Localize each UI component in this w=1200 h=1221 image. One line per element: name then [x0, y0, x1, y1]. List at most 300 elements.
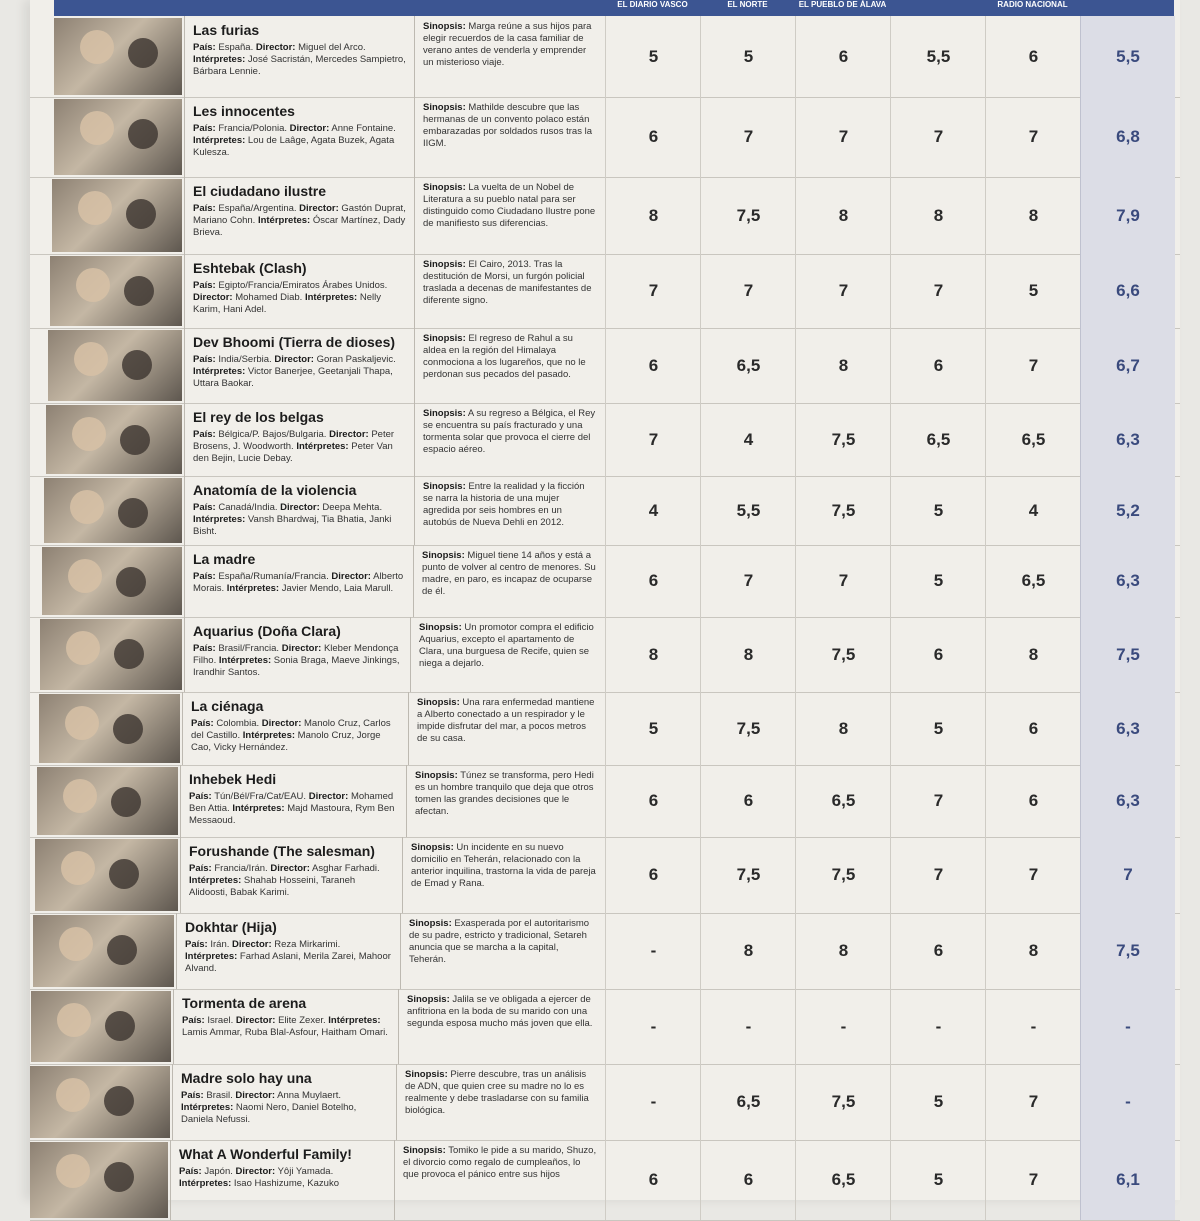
synopsis-label: Sinopsis:	[422, 550, 465, 561]
actors-label: Intérpretes:	[232, 803, 285, 814]
film-info	[176, 913, 400, 989]
critic-score: 5	[985, 254, 1081, 328]
actors-label: Intérpretes:	[218, 655, 272, 666]
director-label: Director:	[255, 42, 296, 53]
film-info	[184, 476, 414, 545]
actors-label: Intérpretes:	[257, 215, 311, 226]
film-director: Mohamed Diab.	[235, 292, 303, 303]
film-title: Forushande (The salesman)	[189, 843, 375, 859]
film-credits	[193, 429, 406, 465]
film-still-image	[52, 179, 182, 252]
film-director: Mohamed Ben Attia.	[189, 791, 394, 814]
film-country: Canadá/India.	[218, 502, 278, 513]
synopsis-label: Sinopsis:	[423, 21, 466, 32]
film-actors: Isao Hashizume, Kazuko	[233, 1178, 339, 1189]
film-title: La madre	[193, 551, 256, 567]
critic-score: -	[795, 989, 891, 1064]
table-row	[30, 476, 1180, 546]
director-label: Director:	[280, 502, 320, 513]
critic-score: 7	[795, 97, 891, 177]
film-title: El ciudadano ilustre	[193, 183, 327, 199]
synopsis-label: Sinopsis:	[423, 102, 466, 113]
average-score: -	[1080, 989, 1175, 1064]
film-director: Kleber Mendonça Filho.	[193, 643, 399, 666]
film-director: Miguel del Arco.	[298, 42, 366, 53]
film-director: Goran Paskaljevic.	[316, 354, 396, 365]
critic-score: 8	[985, 177, 1081, 254]
film-ratings-page	[30, 0, 1180, 1200]
film-credits	[185, 939, 392, 975]
header-column-5: RADIO NACIONAL	[997, 0, 1068, 9]
film-info	[184, 177, 414, 254]
director-label: Director:	[235, 1015, 276, 1026]
critic-score: 7	[985, 97, 1081, 177]
critic-score: -	[890, 989, 986, 1064]
table-row	[30, 837, 1180, 914]
actors-label: Intérpretes:	[181, 1102, 234, 1113]
film-director: Peter Brosens, J. Woodworth.	[193, 429, 395, 452]
table-row	[30, 403, 1180, 477]
film-still-image	[54, 18, 182, 95]
film-actors: Shahab Hosseini, Taraneh Alidoosti, Babak Karimi.	[189, 875, 356, 898]
film-synopsis	[398, 989, 605, 1064]
film-info	[182, 692, 408, 765]
average-score: 6,8	[1080, 97, 1175, 177]
critic-score: 7	[700, 97, 796, 177]
synopsis-label: Sinopsis:	[411, 842, 454, 853]
film-title: Anatomía de la violencia	[193, 482, 357, 498]
critic-score: 5	[890, 1140, 986, 1220]
critic-score: 7	[985, 837, 1081, 913]
film-actors: José Sacristán, Mercedes Sampietro, Bárbara Lennie.	[193, 54, 406, 77]
table-row	[30, 545, 1180, 618]
film-country: Bélgica/P. Bajos/Bulgaria.	[218, 429, 327, 440]
film-actors: Victor Banerjee, Geetanjali Thapa, Uttara Baokar.	[193, 366, 393, 389]
film-country: Colombia.	[216, 718, 260, 729]
director-label: Director:	[232, 939, 272, 950]
average-score: 7,5	[1080, 913, 1175, 989]
film-info	[184, 254, 414, 328]
film-credits	[193, 643, 402, 679]
critic-score: 6	[605, 97, 701, 177]
director-label: Director:	[329, 429, 369, 440]
film-info	[170, 1140, 394, 1220]
film-actors: Óscar Martínez, Dady Brieva.	[193, 215, 406, 238]
table-row	[30, 97, 1180, 178]
film-title: La ciénaga	[191, 698, 264, 714]
film-credits	[189, 791, 398, 827]
critic-score: 6,5	[890, 403, 986, 476]
critic-score: 5,5	[890, 16, 986, 97]
film-actors: Lou de Laâge, Agata Buzek, Agata Kulesza.	[193, 135, 395, 158]
film-actors: Nelly Karim, Hani Adel.	[193, 292, 381, 315]
director-label: Director:	[235, 1166, 276, 1177]
critic-score: 8	[890, 177, 986, 254]
film-still-image	[46, 405, 182, 474]
critic-score: 6	[605, 545, 701, 617]
actors-label: Intérpretes:	[189, 875, 242, 886]
critic-score: 6	[795, 16, 891, 97]
country-label: País:	[193, 280, 216, 291]
average-score: 6,3	[1080, 692, 1175, 765]
synopsis-text: Un promotor compra el edificio Aquarius, excepto el apartamento de Clara, una burguesa de Recife, quien se niega a dejarlo.	[419, 622, 594, 669]
film-actors: Peter Van den Bejin, Lucie Debay.	[193, 441, 393, 464]
film-title: Las furias	[193, 22, 260, 38]
critic-score: 6	[985, 765, 1081, 837]
film-country: España/Rumanía/Francia.	[218, 571, 329, 582]
synopsis-label: Sinopsis:	[415, 770, 458, 781]
country-label: País:	[189, 863, 212, 874]
film-info	[184, 97, 414, 177]
country-label: País:	[193, 502, 216, 513]
table-row	[30, 328, 1180, 404]
film-actors: Naomi Nero, Daniel Botelho, Daniela Nefussi.	[181, 1102, 357, 1125]
film-director: Yôji Yamada.	[277, 1166, 334, 1177]
table-row	[30, 254, 1180, 329]
average-score: 6,3	[1080, 403, 1175, 476]
film-director: Reza Mirkarimi.	[274, 939, 341, 950]
film-title: Inhebek Hedi	[189, 771, 277, 787]
country-label: País:	[189, 791, 212, 802]
table-row	[30, 692, 1180, 766]
critic-score: 6	[700, 765, 796, 837]
actors-label: Intérpretes:	[328, 1015, 381, 1026]
film-credits	[191, 718, 400, 754]
film-title: El rey de los belgas	[193, 409, 324, 425]
film-info	[184, 16, 414, 97]
critic-score: 8	[985, 617, 1081, 692]
critic-score: 8	[795, 177, 891, 254]
film-actors: Farhad Aslani, Merila Zarei, Mahoor Alvand.	[185, 951, 391, 974]
table-row	[30, 913, 1180, 990]
film-credits	[181, 1090, 388, 1126]
average-score: 6,3	[1080, 545, 1175, 617]
film-synopsis	[396, 1064, 605, 1140]
table-row	[30, 989, 1180, 1065]
film-title: Tormenta de arena	[182, 995, 307, 1011]
actors-label: Intérpretes:	[185, 951, 238, 962]
critic-score: 6	[700, 1140, 796, 1220]
critic-score: -	[605, 989, 701, 1064]
film-country: Francia/Polonia.	[218, 123, 288, 134]
average-score: 7,9	[1080, 177, 1175, 254]
header-column-2: EL NORTE	[727, 0, 768, 9]
film-country: Israel.	[207, 1015, 234, 1026]
film-country: Egipto/Francia/Emiratos Árabes Unidos.	[218, 280, 388, 291]
average-score: 6,7	[1080, 328, 1175, 403]
synopsis-text: Miguel tiene 14 años y está a punto de volver al centro de menores. Su madre, en paro, es incapaz de ocuparse de él.	[422, 550, 596, 597]
film-credits	[193, 502, 406, 538]
synopsis-label: Sinopsis:	[423, 333, 466, 344]
film-country: India/Serbia.	[218, 354, 272, 365]
film-country: Tún/Bél/Fra/Cat/EAU.	[214, 791, 307, 802]
critic-score: 7	[985, 1140, 1081, 1220]
country-label: País:	[193, 429, 216, 440]
director-label: Director:	[331, 571, 371, 582]
critic-score: 6	[890, 617, 986, 692]
film-director: Deepa Mehta.	[322, 502, 383, 513]
film-country: España/Argentina.	[218, 203, 297, 214]
table-row	[30, 617, 1180, 693]
table-row	[30, 1064, 1180, 1141]
country-label: País:	[182, 1015, 205, 1026]
actors-label: Intérpretes:	[304, 292, 358, 303]
critic-score: 7,5	[795, 476, 891, 545]
critic-score: 7	[890, 765, 986, 837]
film-synopsis	[408, 692, 605, 765]
critic-score: 6	[890, 328, 986, 403]
synopsis-text: Mathilde descubre que las hermanas de un convento polaco están embarazadas por soldados rusos tras la IIGM.	[423, 102, 592, 149]
film-country: Francia/Irán.	[214, 863, 268, 874]
film-title: Aquarius (Doña Clara)	[193, 623, 341, 639]
film-info	[180, 837, 402, 913]
critic-score: 8	[700, 617, 796, 692]
synopsis-text: Marga reúne a sus hijos para elegir recuerdos de la casa familiar de verano antes de venderla y emprender un misterioso viaje.	[423, 21, 592, 68]
critic-score: 6	[605, 1140, 701, 1220]
film-director: Anne Fontaine.	[331, 123, 396, 134]
average-score: 6,3	[1080, 765, 1175, 837]
synopsis-label: Sinopsis:	[405, 1069, 448, 1080]
critic-score: 8	[700, 913, 796, 989]
critic-score: 8	[795, 328, 891, 403]
film-still-image	[33, 915, 174, 987]
film-actors: Javier Mendo, Laia Marull.	[281, 583, 394, 594]
critic-score: 6	[605, 765, 701, 837]
header-column-3: EL PUEBLO DE ÁLAVA	[798, 0, 887, 9]
critic-score: 6,5	[795, 1140, 891, 1220]
film-credits	[193, 203, 406, 239]
film-info	[173, 989, 398, 1064]
film-still-image	[54, 99, 182, 175]
critic-score: 5	[700, 16, 796, 97]
film-credits	[193, 354, 406, 390]
actors-label: Intérpretes:	[193, 514, 246, 525]
film-info	[184, 617, 410, 692]
synopsis-label: Sinopsis:	[423, 259, 466, 270]
critic-score: 6,5	[700, 1064, 796, 1140]
film-synopsis	[414, 254, 605, 328]
actors-label: Intérpretes:	[179, 1178, 232, 1189]
film-country: Irán.	[210, 939, 230, 950]
critic-score: 7	[890, 254, 986, 328]
critic-score: 6,5	[700, 328, 796, 403]
critic-score: -	[605, 913, 701, 989]
critic-score: 5	[605, 692, 701, 765]
film-actors: Lamis Ammar, Ruba Blal-Asfour, Haitham Omari.	[182, 1027, 388, 1038]
critic-score: 6	[605, 328, 701, 403]
film-synopsis	[394, 1140, 605, 1220]
critic-score: 7	[890, 837, 986, 913]
synopsis-text: Jalila se ve obligada a ejercer de anfitriona en la boda de su marido con una segunda esposa mucho más joven que ella.	[407, 994, 593, 1029]
film-credits	[193, 42, 406, 78]
critic-score: -	[605, 1064, 701, 1140]
critic-score: 7,5	[700, 837, 796, 913]
critic-score: 8	[795, 692, 891, 765]
critic-score: 7,5	[795, 837, 891, 913]
critic-score: 6	[890, 913, 986, 989]
table-row	[30, 1140, 1180, 1221]
film-still-image	[44, 478, 182, 543]
film-credits	[182, 1015, 390, 1039]
film-info	[184, 403, 414, 476]
critic-score: 7,5	[795, 403, 891, 476]
critic-score: 5	[890, 545, 986, 617]
average-score: -	[1080, 1064, 1175, 1140]
film-info	[180, 765, 406, 837]
critic-score: -	[985, 989, 1081, 1064]
critic-score: 7	[795, 254, 891, 328]
film-info	[184, 545, 413, 617]
synopsis-text: Entre la realidad y la ficción se narra la historia de una mujer agredida por seis hombres en un autobús de Nueva Dehli en 2012.	[423, 481, 585, 528]
film-info	[172, 1064, 396, 1140]
synopsis-text: A su regreso a Bélgica, el Rey se encuentra su país fracturado y una tormenta solar que provoca el cierre del espacio aéreo.	[423, 408, 596, 455]
critic-score: 5	[890, 1064, 986, 1140]
film-still-image	[42, 547, 182, 615]
synopsis-text: Exasperada por el autoritarismo de su padre, estricto y tradicional, Setareh anuncia que se marcha a la capital, Teherán.	[409, 918, 590, 965]
film-synopsis	[414, 476, 605, 545]
film-director: Elite Zexer.	[278, 1015, 326, 1026]
director-label: Director:	[193, 292, 233, 303]
critic-score: 6,5	[985, 545, 1081, 617]
film-director: Anna Muylaert.	[277, 1090, 342, 1101]
director-label: Director:	[261, 718, 302, 729]
critic-score: 5	[890, 476, 986, 545]
film-credits	[193, 123, 406, 159]
average-score: 5,5	[1080, 16, 1175, 97]
synopsis-text: La vuelta de un Nobel de Literatura a su pueblo natal para ser distinguido como Ciudadano Ilustre pone de manifiesto sus diferencias.	[423, 182, 596, 229]
film-synopsis	[414, 403, 605, 476]
synopsis-text: Tomiko le pide a su marido, Shuzo, el divorcio como regalo de cumpleaños, lo que provoca el pánico entre sus hijos	[403, 1145, 597, 1180]
actors-label: Intérpretes:	[296, 441, 349, 452]
critic-score: 7	[985, 1064, 1081, 1140]
country-label: País:	[191, 718, 214, 729]
header-column-6	[1080, 0, 1180, 16]
director-label: Director:	[299, 203, 339, 214]
film-still-image	[30, 1066, 170, 1138]
actors-label: Intérpretes:	[226, 583, 280, 594]
critic-score: 7,5	[795, 617, 891, 692]
film-title: Dokhtar (Hija)	[185, 919, 277, 935]
critic-score: 7	[890, 97, 986, 177]
synopsis-text: Un incidente en su nuevo domicilio en Teherán, relacionado con la anterior inquilina, trastorna la vida de pareja de Emad y Rana.	[411, 842, 596, 889]
film-synopsis	[413, 545, 605, 617]
actors-label: Intérpretes:	[242, 730, 296, 741]
average-score: 7,5	[1080, 617, 1175, 692]
critic-score: 4	[605, 476, 701, 545]
country-label: País:	[185, 939, 208, 950]
film-director: Manolo Cruz, Carlos del Castillo.	[191, 718, 391, 741]
film-synopsis	[410, 617, 605, 692]
synopsis-text: Una rara enfermedad mantiene a Alberto conectado a un respirador y le impide disfrutar del mar, a pocos metros de su casa.	[417, 697, 595, 744]
film-synopsis	[414, 328, 605, 403]
country-label: País:	[193, 203, 216, 214]
country-label: País:	[181, 1090, 204, 1101]
country-label: País:	[179, 1166, 202, 1177]
critic-score: 4	[700, 403, 796, 476]
critic-score: 6	[985, 16, 1081, 97]
director-label: Director:	[289, 123, 330, 134]
actors-label: Intérpretes:	[193, 366, 246, 377]
actors-label: Intérpretes:	[193, 135, 246, 146]
synopsis-label: Sinopsis:	[417, 697, 460, 708]
film-synopsis	[402, 837, 605, 913]
average-score: 6,6	[1080, 254, 1175, 328]
country-label: País:	[193, 42, 216, 53]
critic-score: 5	[605, 16, 701, 97]
director-label: Director:	[274, 354, 314, 365]
critic-score: 8	[605, 617, 701, 692]
critic-score: 4	[985, 476, 1081, 545]
country-label: País:	[193, 354, 216, 365]
film-still-image	[30, 1142, 168, 1218]
film-synopsis	[414, 97, 605, 177]
film-synopsis	[400, 913, 605, 989]
film-director: Gastón Duprat, Mariano Cohn.	[193, 203, 406, 226]
director-label: Director:	[281, 643, 322, 654]
table-row	[30, 16, 1180, 98]
average-score: 6,1	[1080, 1140, 1175, 1220]
critic-score: 6	[605, 837, 701, 913]
table-row	[30, 177, 1180, 255]
film-still-image	[50, 256, 182, 326]
film-credits	[193, 571, 405, 595]
country-label: País:	[193, 571, 216, 582]
critic-score: 8	[795, 913, 891, 989]
film-country: Brasil.	[206, 1090, 233, 1101]
table-row	[30, 765, 1180, 838]
country-label: País:	[193, 643, 216, 654]
critic-score: 7,5	[795, 1064, 891, 1140]
film-still-image	[48, 330, 182, 401]
film-actors: Majd Mastoura, Rym Ben Messaoud.	[189, 803, 395, 826]
synopsis-label: Sinopsis:	[423, 182, 466, 193]
header-column-1: EL DIARIO VASCO	[617, 0, 688, 9]
synopsis-label: Sinopsis:	[423, 481, 466, 492]
film-title: Les innocentes	[193, 103, 295, 119]
film-synopsis	[406, 765, 605, 837]
film-credits	[179, 1166, 386, 1190]
film-still-image	[39, 694, 180, 763]
critic-score: 6	[985, 692, 1081, 765]
director-label: Director:	[270, 863, 310, 874]
average-score: 7	[1080, 837, 1175, 913]
film-actors: Manolo Cruz, Jorge Cao, Vicky Hernández.	[191, 730, 381, 753]
film-country: España.	[218, 42, 254, 53]
critic-score: 7	[605, 254, 701, 328]
film-still-image	[37, 767, 178, 835]
synopsis-text: El regreso de Rahul a su aldea en la región del Himalaya conmociona a los lugareños, que no le perdonan sus pecados del pasado.	[423, 333, 586, 380]
critic-score: 5,5	[700, 476, 796, 545]
synopsis-text: El Cairo, 2013. Tras la destitución de Morsi, un furgón policial traslada a decenas de manifestantes de diferente signo.	[423, 259, 592, 306]
critic-score: 8	[985, 913, 1081, 989]
film-credits	[189, 863, 394, 899]
critic-score: 7	[795, 545, 891, 617]
critic-score: 7	[985, 328, 1081, 403]
director-label: Director:	[235, 1090, 275, 1101]
film-still-image	[31, 991, 171, 1062]
film-country: Brasil/Francia.	[218, 643, 280, 654]
synopsis-label: Sinopsis:	[419, 622, 462, 633]
film-synopsis	[414, 16, 605, 97]
film-actors: Vansh Bhardwaj, Tia Bhatia, Janki Bisht.	[193, 514, 392, 537]
film-title: Eshtebak (Clash)	[193, 260, 307, 276]
film-synopsis	[414, 177, 605, 254]
actors-label: Intérpretes:	[193, 54, 246, 65]
film-country: Japón.	[204, 1166, 233, 1177]
critic-score: -	[700, 989, 796, 1064]
synopsis-label: Sinopsis:	[423, 408, 466, 419]
film-director: Alberto Morais.	[193, 571, 404, 594]
